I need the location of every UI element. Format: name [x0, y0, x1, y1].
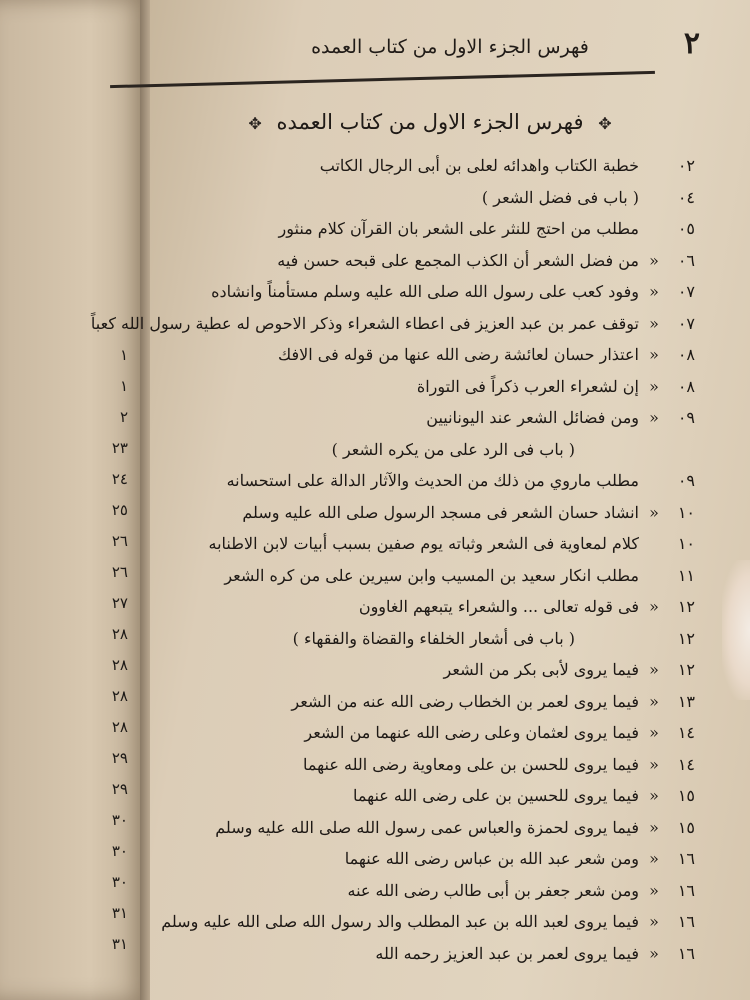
toc-entry-title: فى قوله تعالى ... والشعراء يتبعهم الغاوون [358, 597, 639, 617]
toc-entry-ditto: « [649, 660, 659, 680]
toc-entry [195, 528, 695, 560]
toc-entry-ditto: « [649, 282, 659, 302]
left-page-number: ٢٨ [111, 656, 128, 674]
toc-entry [195, 686, 695, 718]
toc-entry-page: ١٦ [677, 912, 695, 932]
page-header [190, 18, 710, 76]
toc-entry [195, 402, 695, 434]
toc-entry-ditto: « [649, 880, 659, 900]
toc-entry [195, 150, 695, 182]
ornament-icon: ✥ [598, 114, 612, 133]
toc-entry [195, 812, 695, 844]
toc-entry [195, 654, 695, 686]
toc-entry-ditto: « [649, 691, 659, 711]
left-page [0, 0, 150, 1000]
toc-entry [195, 717, 695, 749]
toc-entry-page: ١٢ [677, 660, 695, 680]
ornament-icon: ✥ [248, 114, 262, 133]
toc-entry [195, 276, 695, 308]
toc-entry-title: خطبة الكتاب واهدائه لعلى بن أبى الرجال الكاتب [319, 156, 639, 176]
toc-entry [195, 213, 695, 245]
page-number: ٢ [683, 26, 700, 61]
toc-entry-ditto: « [649, 345, 659, 365]
toc-entry-page: ٠٢ [677, 156, 695, 176]
toc-entry-title: توقف عمر بن عبد العزيز فى اعطاء الشعراء وذكر الاحوص له عطية رسول الله كعباً [90, 313, 639, 333]
toc-entry-ditto: « [649, 250, 659, 270]
toc-entry-title: ومن شعر جعفر بن أبى طالب رضى الله عنه [347, 880, 639, 900]
toc-entry-title: فيما يروى للحسن بن على ومعاوية رضى الله عنهما [303, 754, 639, 774]
toc-entry-title: فيما يروى للحسين بن على رضى الله عنهما [352, 786, 639, 806]
left-page-number: ٢٦ [111, 563, 128, 581]
toc-entry [195, 182, 695, 214]
left-page-number: ٢٤ [111, 470, 128, 488]
toc-entry-title: مطلب من احتج للنثر على الشعر بان القرآن كلام منثور [278, 219, 639, 239]
toc-entry-title: ومن شعر عبد الله بن عباس رضى الله عنهما [344, 849, 639, 869]
toc-entry [195, 245, 695, 277]
toc-entry-title: فيما يروى لعمر بن الخطاب رضى الله عنه من الشعر [291, 691, 639, 711]
toc-entry-page: ١٥ [677, 817, 695, 837]
left-page-number: ٢٩ [111, 749, 128, 767]
toc-entry-title: وفود كعب على رسول الله صلى الله عليه وسلم مستأمناً وانشاده [211, 282, 639, 302]
toc-entry-page: ١٥ [677, 786, 695, 806]
left-page-number: ٢ [119, 408, 128, 426]
toc-entry-title: اعتذار حسان لعائشة رضى الله عنها من قوله فى الافك [278, 345, 639, 365]
toc-entry [195, 465, 695, 497]
toc-entry-page: ١١ [677, 565, 695, 585]
toc-entry [195, 780, 695, 812]
toc-entry-title: ( باب فى الرد على من يكره الشعر ) [331, 439, 575, 459]
toc-entry-page: ١٠ [677, 502, 695, 522]
toc-entry-page: ٠٤ [677, 187, 695, 207]
toc-entry [90, 308, 695, 340]
toc-entry-page: ١٦ [677, 880, 695, 900]
toc-entry-page: ٠٧ [677, 313, 695, 333]
toc-entry [195, 497, 695, 529]
left-page-number: ٢٧ [111, 594, 128, 612]
toc-entry-ditto: « [649, 502, 659, 522]
toc-entry-page: ٠٩ [677, 408, 695, 428]
left-page-number: ٢٦ [111, 532, 128, 550]
toc-section-heading [195, 623, 695, 655]
toc-entry-page: ١٠ [677, 534, 695, 554]
toc-entry-title: فيما يروى لعمر بن عبد العزيز رحمه الله [375, 943, 639, 963]
left-page-number: ٣٠ [111, 811, 128, 829]
toc-entry-page: ١٦ [677, 943, 695, 963]
left-page-number: ٣٠ [111, 842, 128, 860]
left-page-number: ٣١ [111, 935, 128, 953]
toc-entry-page: ١٤ [677, 754, 695, 774]
finger-shadow [722, 560, 750, 700]
toc-entry-ditto: « [649, 943, 659, 963]
toc-entry-title: مطلب انكار سعيد بن المسيب وابن سيرين على من كره الشعر [224, 565, 639, 585]
toc-entry-ditto: « [649, 597, 659, 617]
toc-entry-ditto: « [649, 754, 659, 774]
left-page-number: ١ [119, 377, 128, 395]
left-page-number: ٢٨ [111, 687, 128, 705]
toc-entry [195, 591, 695, 623]
toc-entry-title: ( باب فى فضل الشعر ) [481, 187, 639, 207]
toc-title-text: فهرس الجزء الاول من كتاب العمده [276, 110, 584, 134]
toc-entry-page: ١٣ [677, 691, 695, 711]
toc-entry [161, 906, 695, 938]
toc-entry-title: إن لشعراء العرب ذكراً فى التوراة [416, 376, 639, 396]
toc-entry-title: كلام لمعاوية فى الشعر وثباته يوم صفين بسبب أبيات لابن الاطنابه [208, 534, 639, 554]
toc-entry-ditto: « [649, 313, 659, 333]
toc-entry-page: ١٢ [677, 597, 695, 617]
toc-title [190, 110, 670, 134]
toc-entry-page: ٠٨ [677, 376, 695, 396]
toc-entry-ditto: « [649, 786, 659, 806]
toc-entry-page: ٠٩ [677, 471, 695, 491]
toc-entry-page: ١٢ [677, 628, 695, 648]
toc-entry-title: فيما يروى لعبد الله بن عبد المطلب والد رسول الله صلى الله عليه وسلم [161, 912, 639, 932]
left-page-number: ٢٩ [111, 780, 128, 798]
left-page-number: ٢٣ [111, 439, 128, 457]
toc-entry-page: ١٤ [677, 723, 695, 743]
toc-entry-page: ٠٦ [677, 250, 695, 270]
toc-entry-title: فيما يروى لأبى بكر من الشعر [443, 660, 639, 680]
toc-entry [195, 749, 695, 781]
toc-entry [195, 875, 695, 907]
toc-entry-ditto: « [649, 408, 659, 428]
left-page-number: ٣٠ [111, 873, 128, 891]
toc-entry-title: فيما يروى لحمزة والعباس عمى رسول الله صلى الله عليه وسلم [215, 817, 639, 837]
toc-entry-page: ٠٨ [677, 345, 695, 365]
toc-entry-title: فيما يروى لعثمان وعلى رضى الله عنهما من الشعر [304, 723, 639, 743]
left-page-number: ٢٨ [111, 718, 128, 736]
toc-entry [195, 371, 695, 403]
toc-section-heading [195, 434, 695, 466]
toc-entry-ditto: « [649, 912, 659, 932]
left-page-number: ٢٨ [111, 625, 128, 643]
toc-entry-title: مطلب ماروي من ذلك من الحديث والآثار الدالة على استحسانه [226, 471, 639, 491]
toc-entry-page: ١٦ [677, 849, 695, 869]
toc-entry [195, 938, 695, 970]
toc-entry-title: من فضل الشعر أن الكذب المجمع على قبحه حسن فيه [277, 250, 639, 270]
toc-entry-ditto: « [649, 723, 659, 743]
toc-entry-ditto: « [649, 817, 659, 837]
toc-entry-title: ( باب فى أشعار الخلفاء والقضاة والفقهاء ) [292, 628, 575, 648]
toc-entry-ditto: « [649, 376, 659, 396]
toc-entry-title: ومن فضائل الشعر عند اليونانيين [426, 408, 639, 428]
running-head: فهرس الجزء الاول من كتاب العمده [311, 36, 589, 58]
left-page-numbers [68, 340, 128, 960]
left-page-number: ١ [119, 346, 128, 364]
left-page-number: ٢٥ [111, 501, 128, 519]
toc-entry-page: ٠٥ [677, 219, 695, 239]
toc-entry-ditto: « [649, 849, 659, 869]
toc-entry [195, 339, 695, 371]
toc-entry [195, 560, 695, 592]
toc-entry [195, 843, 695, 875]
toc-entry-title: انشاد حسان الشعر فى مسجد الرسول صلى الله عليه وسلم [242, 502, 639, 522]
toc-entry-page: ٠٧ [677, 282, 695, 302]
left-page-number: ٣١ [111, 904, 128, 922]
